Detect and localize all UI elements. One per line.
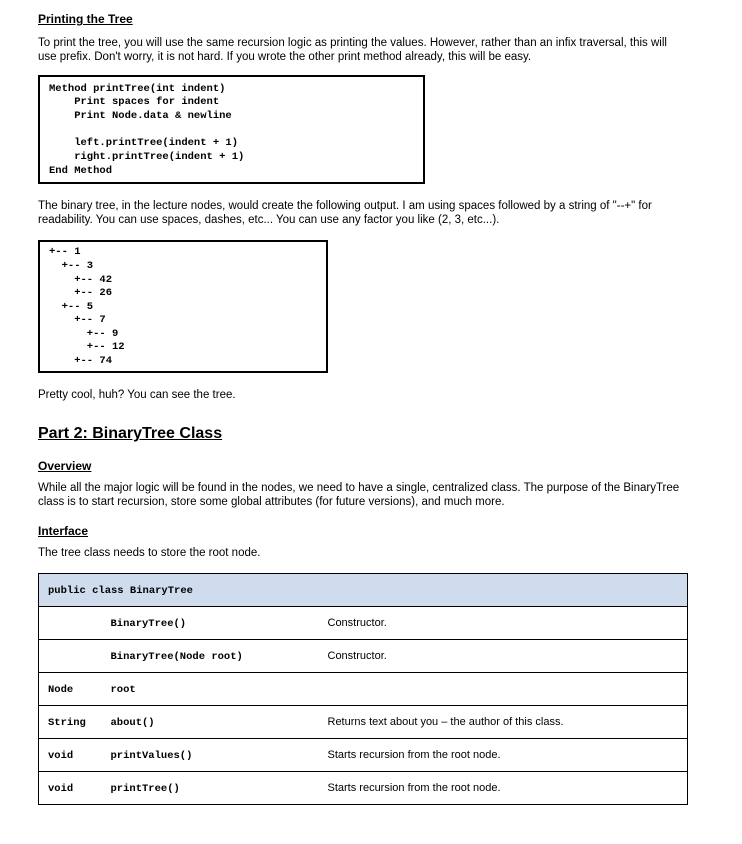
code-line: Print Node.data & newline	[49, 110, 232, 122]
overview-line-1: While all the major logic will be found in the nodes, we need to have a single, centralized class. The purpose of the BinaryTree	[38, 482, 680, 494]
table-row	[39, 706, 688, 739]
member-type: void	[48, 782, 74, 795]
intro-line-2: use prefix. Don't worry, it is not hard. If you wrote the other print method already, this will be easy.	[38, 51, 532, 63]
member-type: Node	[48, 683, 74, 696]
output-line-2: readability. You can use spaces, dashes, etc... You can use any factor you like (2, 3, etc...).	[38, 214, 500, 226]
intro-paragraph	[38, 36, 728, 64]
closing-text: Pretty cool, huh? You can see the tree.	[38, 389, 236, 401]
tree-line: +-- 26	[49, 287, 113, 299]
interface-text: The tree class needs to store the root node.	[38, 547, 261, 559]
member-description: Returns text about you – the author of this class.	[327, 716, 564, 728]
table-row	[39, 739, 688, 772]
tree-line: +-- 3	[49, 260, 94, 272]
member-description: Starts recursion from the root node.	[327, 749, 501, 761]
code-line: Print spaces for indent	[49, 96, 220, 108]
section-heading-printing-tree: Printing the Tree	[38, 12, 133, 26]
code-line: left.printTree(indent + 1)	[49, 137, 239, 149]
member-description: Constructor.	[327, 650, 387, 662]
interface-table	[38, 573, 688, 805]
tree-line: +-- 1	[49, 246, 81, 258]
code-line: right.printTree(indent + 1)	[49, 151, 245, 163]
tree-output-box	[38, 240, 328, 373]
tree-line: +-- 5	[49, 301, 94, 313]
member-signature: about()	[110, 716, 155, 729]
table-row	[39, 673, 688, 706]
output-paragraph	[38, 199, 728, 227]
overview-heading: Overview	[38, 459, 92, 473]
output-line-1: The binary tree, in the lecture nodes, would create the following output. I am using spaces followed by a string of "--+" for	[38, 200, 652, 212]
table-header-row	[39, 574, 688, 607]
table-row	[39, 607, 688, 640]
class-signature: public class BinaryTree	[48, 584, 193, 597]
intro-line-1: To print the tree, you will use the same recursion logic as printing the values. However, rather than an infix traversal, this will	[38, 37, 667, 49]
tree-line: +-- 42	[49, 274, 113, 286]
member-signature: printValues()	[110, 749, 193, 762]
tree-line: +-- 74	[49, 355, 113, 367]
member-type: void	[48, 749, 74, 762]
code-line: Method printTree(int indent)	[49, 83, 226, 95]
code-line: End Method	[49, 165, 113, 177]
member-signature: root	[110, 683, 136, 696]
interface-heading: Interface	[38, 524, 89, 538]
tree-line: +-- 7	[49, 314, 106, 326]
member-signature: BinaryTree()	[110, 617, 187, 630]
table-row	[39, 640, 688, 673]
tree-line: +-- 9	[49, 328, 119, 340]
member-signature: BinaryTree(Node root)	[110, 650, 243, 663]
part-2-title: Part 2: BinaryTree Class	[38, 425, 223, 442]
member-type: String	[48, 716, 86, 729]
table-row	[39, 772, 688, 805]
overview-paragraph	[38, 481, 728, 509]
tree-line: +-- 12	[49, 341, 125, 353]
pseudocode-box	[38, 75, 425, 184]
member-signature: printTree()	[110, 782, 180, 795]
member-description: Constructor.	[327, 617, 387, 629]
member-description: Starts recursion from the root node.	[327, 782, 501, 794]
overview-line-2: class is to start recursion, store some global attributes (for future versions), and much more.	[38, 496, 505, 508]
